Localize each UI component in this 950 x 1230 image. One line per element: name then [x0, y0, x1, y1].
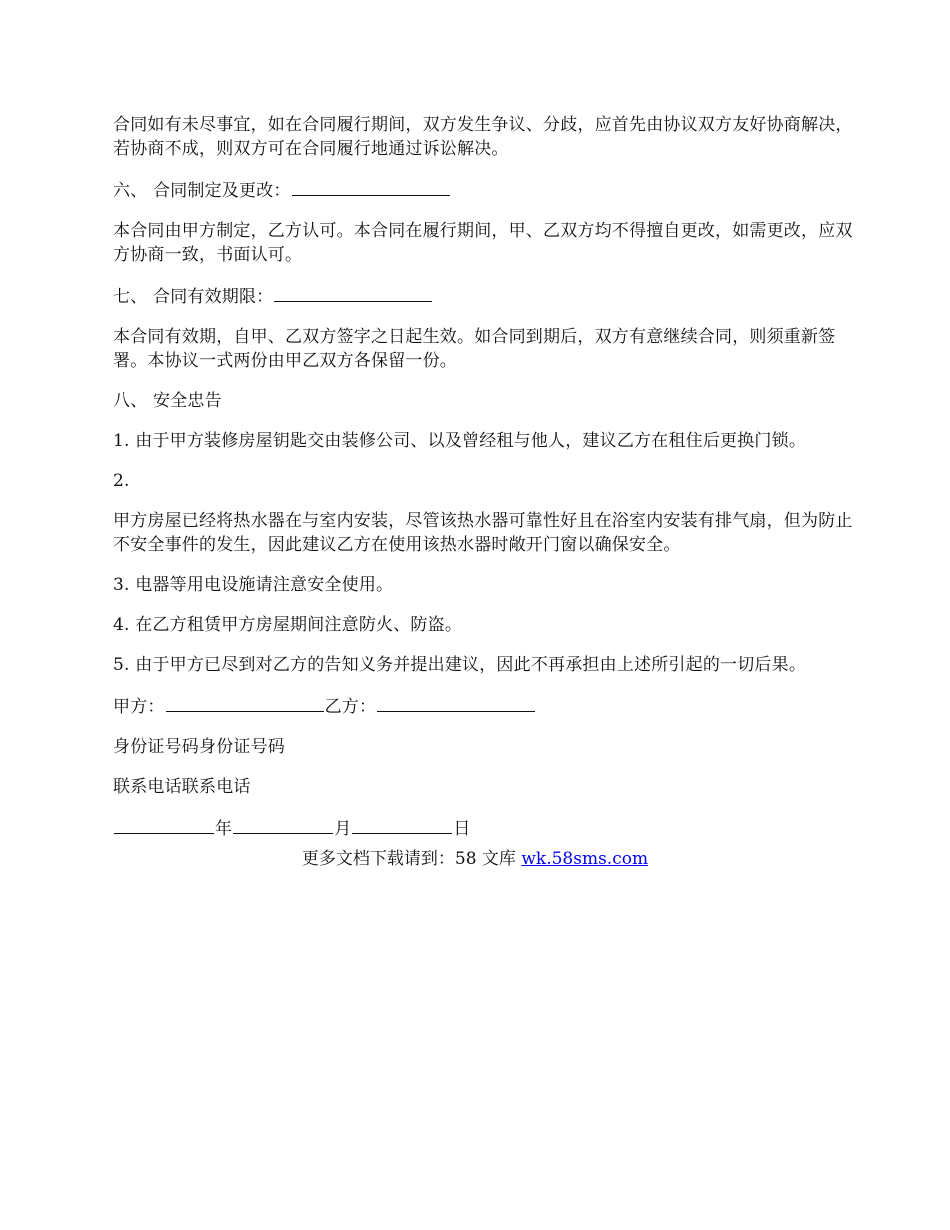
clause-unresolved-matters: 合同如有未尽事宜，如在合同履行期间，双方发生争议、分歧，应首先由协议双方友好协商解决，若协商不成，则双方可在合同履行地通过诉讼解决。 [113, 115, 853, 159]
document-body [113, 113, 853, 857]
phone-line: 联系电话联系电话 [113, 777, 251, 797]
id-number-line: 身份证号码身份证号码 [113, 737, 285, 757]
download-footer [0, 847, 950, 871]
month-blank [233, 815, 333, 834]
safety-item-2-number: 2. [113, 471, 130, 491]
section-6-blank [292, 177, 450, 196]
footer-link[interactable]: wk.58sms.com [521, 849, 649, 869]
party-b-blank [377, 693, 535, 712]
year-blank [114, 815, 214, 834]
section-8-heading: 八、 安全忠告 [113, 391, 222, 411]
party-a-label: 甲方： [113, 697, 165, 717]
month-label: 月 [334, 819, 352, 839]
day-label: 日 [453, 819, 471, 839]
section-7-heading [113, 283, 853, 309]
year-label: 年 [215, 819, 233, 839]
clause-validity-period: 本合同有效期，自甲、乙双方签字之日起生效。如合同到期后，双方有意继续合同，则须重新签署。本协议一式两份由甲乙双方各保留一份。 [113, 327, 836, 371]
safety-item-1: 1. 由于甲方装修房屋钥匙交由装修公司、以及曾经租与他人，建议乙方在租住后更换门锁。 [113, 431, 807, 451]
party-b-label: 乙方： [324, 697, 377, 717]
section-6-heading [113, 177, 853, 203]
day-blank [352, 815, 452, 834]
footer-text: 更多文档下载请到：58 文库 [301, 849, 522, 869]
safety-item-4: 4. 在乙方租赁甲方房屋期间注意防火、防盗。 [113, 615, 463, 635]
safety-item-3: 3. 电器等用电设施请注意安全使用。 [113, 575, 394, 595]
section-7-blank [274, 283, 432, 302]
section-7-title: 七、 合同有效期限： [113, 287, 274, 307]
safety-item-5: 5. 由于甲方已尽到对乙方的告知义务并提出建议，因此不再承担由上述所引起的一切后果。 [113, 655, 807, 675]
date-line [113, 815, 853, 841]
safety-item-2-body: 甲方房屋已经将热水器在与室内安装，尽管该热水器可靠性好且在浴室内安装有排气扇，但为防止不安全事件的发生，因此建议乙方在使用该热水器时敞开门窗以确保安全。 [113, 511, 853, 555]
clause-contract-changes: 本合同由甲方制定，乙方认可。本合同在履行期间，甲、乙双方均不得擅自更改，如需更改，应双方协商一致，书面认可。 [113, 221, 853, 265]
section-6-title: 六、 合同制定及更改： [113, 181, 291, 201]
signature-parties-line [113, 693, 853, 719]
party-a-blank [166, 693, 324, 712]
